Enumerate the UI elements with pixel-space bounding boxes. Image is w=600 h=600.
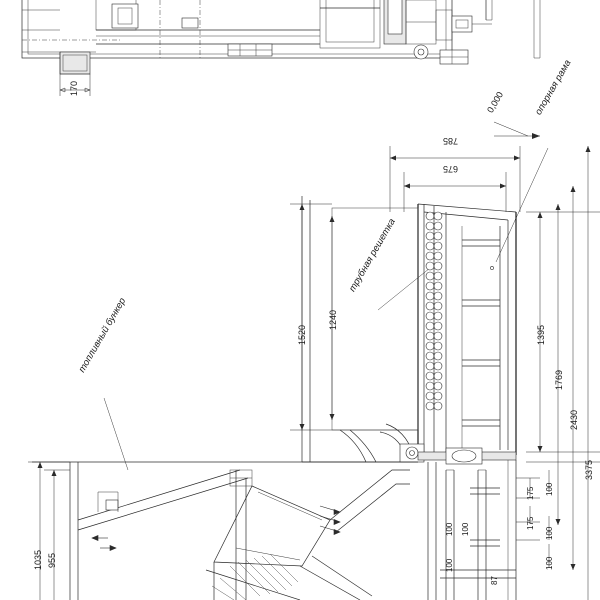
- dim-175-a: 175: [526, 486, 535, 500]
- dim-1240: 1240: [328, 309, 338, 330]
- section-view-group: [28, 122, 600, 600]
- dim-100-r1: 100: [545, 482, 554, 496]
- dim-87: 87: [490, 576, 499, 585]
- dim-3375: 3375: [584, 459, 594, 480]
- dim-675: 675: [442, 164, 458, 174]
- dim-955: 955: [47, 552, 57, 568]
- callout-fuel-bunker: топливный бункер: [76, 296, 129, 375]
- dim-1395: 1395: [536, 324, 546, 345]
- datum-label: 0,000: [485, 89, 506, 115]
- dim-175-b: 175: [526, 516, 535, 530]
- dim-1520: 1520: [297, 324, 307, 345]
- dim-785: 785: [442, 136, 458, 146]
- dim-1035: 1035: [33, 549, 43, 570]
- callout-tube-grate: трубная решетка: [346, 216, 398, 294]
- dim-100-r2: 100: [545, 526, 554, 540]
- dim-100-m1: 100: [445, 522, 454, 536]
- dim-100-r3: 100: [545, 556, 554, 570]
- dim-100-m3: 100: [445, 558, 454, 572]
- callout-support-frame: опорная рама: [533, 58, 574, 117]
- dim-170: 170: [69, 80, 79, 96]
- dim-100-m2: 100: [461, 522, 470, 536]
- plan-view-group: [22, 0, 540, 96]
- dim-2430: 2430: [569, 409, 579, 430]
- dim-1769: 1769: [554, 369, 564, 390]
